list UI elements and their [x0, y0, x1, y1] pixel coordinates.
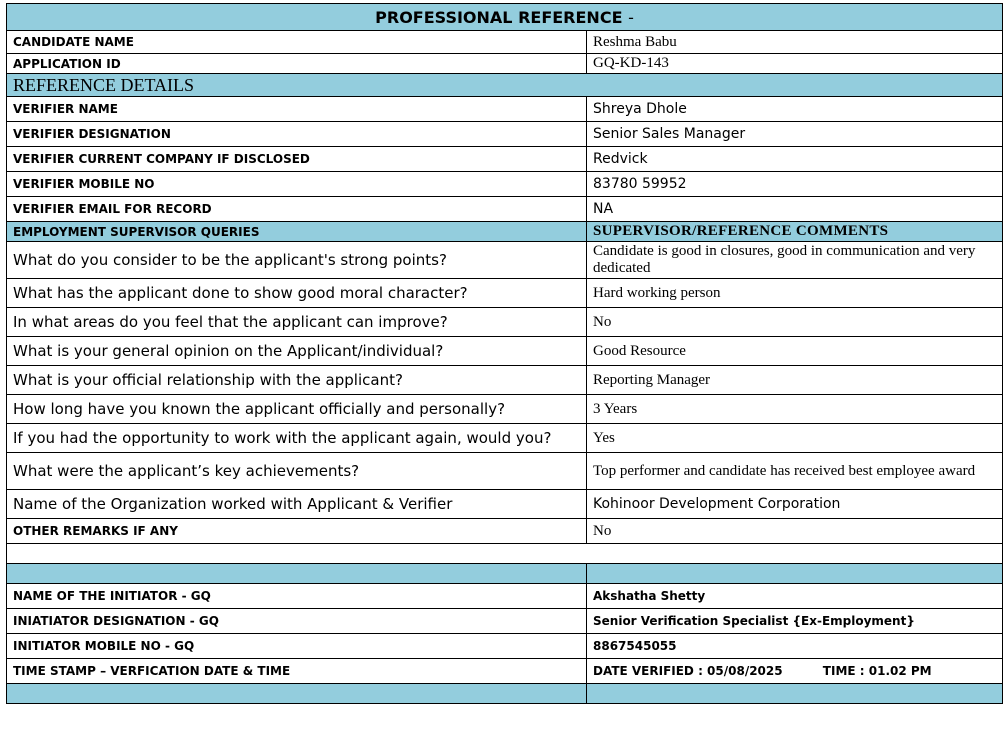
query-question: What were the applicant’s key achievements?: [7, 453, 587, 490]
initiator-row: [7, 584, 1003, 609]
initiator-designation-value: Senior Verification Specialist {Ex-Employment}: [587, 609, 1003, 634]
title-text: PROFESSIONAL REFERENCE: [375, 7, 623, 27]
initiator-designation-label: INIATIATOR DESIGNATION - GQ: [7, 609, 587, 634]
query-row: [7, 395, 1003, 424]
candidate-name-label: CANDIDATE NAME: [7, 31, 587, 54]
query-question: Name of the Organization worked with Applicant & Verifier: [7, 490, 587, 519]
query-question: In what areas do you feel that the applicant can improve?: [7, 308, 587, 337]
query-answer: Candidate is good in closures, good in communication and very dedicated: [587, 242, 1003, 279]
query-answer: Yes: [587, 424, 1003, 453]
query-row: [7, 242, 1003, 279]
candidate-name-row: [7, 31, 1003, 54]
verifier-value: NA: [587, 197, 1003, 222]
initiator-name-label: NAME OF THE INITIATOR - GQ: [7, 584, 587, 609]
verifier-value: Redvick: [587, 147, 1003, 172]
queries-header-row: [7, 222, 1003, 242]
band-row: [7, 684, 1003, 704]
query-question: What has the applicant done to show good moral character?: [7, 279, 587, 308]
page-title: [7, 4, 1003, 31]
query-answer: Good Resource: [587, 337, 1003, 366]
verifier-label: VERIFIER EMAIL FOR RECORD: [7, 197, 587, 222]
query-row: [7, 490, 1003, 519]
query-row: [7, 308, 1003, 337]
verifier-row: [7, 197, 1003, 222]
initiator-row: [7, 609, 1003, 634]
query-row: [7, 453, 1003, 490]
verifier-value: Senior Sales Manager: [587, 122, 1003, 147]
date-verified: DATE VERIFIED : 05/08/2025: [593, 664, 783, 678]
band-cell-right: [587, 684, 1003, 704]
candidate-name-value: Reshma Babu: [587, 31, 1003, 54]
verifier-row: [7, 172, 1003, 197]
verifier-label: VERIFIER NAME: [7, 97, 587, 122]
reference-table: [6, 3, 1003, 704]
query-row: [7, 279, 1003, 308]
query-row: [7, 337, 1003, 366]
timestamp-value: [587, 659, 1003, 684]
verifier-row: [7, 147, 1003, 172]
application-id-label: APPLICATION ID: [7, 54, 587, 74]
queries-header-right: SUPERVISOR/REFERENCE COMMENTS: [587, 222, 1003, 242]
query-question: What do you consider to be the applicant's strong points?: [7, 242, 587, 279]
initiator-mobile-value: 8867545055: [587, 634, 1003, 659]
initiator-mobile-label: INITIATOR MOBILE NO - GQ: [7, 634, 587, 659]
other-remarks-label: OTHER REMARKS IF ANY: [7, 519, 587, 544]
verifier-label: VERIFIER CURRENT COMPANY IF DISCLOSED: [7, 147, 587, 172]
query-answer: Kohinoor Development Corporation: [587, 490, 1003, 519]
query-row: [7, 424, 1003, 453]
verifier-value: Shreya Dhole: [587, 97, 1003, 122]
initiator-name-value: Akshatha Shetty: [587, 584, 1003, 609]
reference-sheet: [6, 3, 1002, 704]
verifier-value: 83780 59952: [587, 172, 1003, 197]
application-id-value: GQ-KD-143: [587, 54, 1003, 74]
section-row: [7, 74, 1003, 97]
title-row: [7, 4, 1003, 31]
query-answer: Top performer and candidate has received best employee award: [587, 453, 1003, 490]
queries-header-left: EMPLOYMENT SUPERVISOR QUERIES: [7, 222, 587, 242]
band-row: [7, 564, 1003, 584]
query-answer: Reporting Manager: [587, 366, 1003, 395]
verifier-row: [7, 122, 1003, 147]
query-answer: No: [587, 308, 1003, 337]
query-question: What is your official relationship with the applicant?: [7, 366, 587, 395]
query-question: How long have you known the applicant officially and personally?: [7, 395, 587, 424]
initiator-row: [7, 634, 1003, 659]
blank-row: [7, 544, 1003, 564]
band-cell-left: [7, 564, 587, 584]
query-row: [7, 366, 1003, 395]
title-suffix: -: [628, 7, 634, 27]
timestamp-label: TIME STAMP – VERFICATION DATE & TIME: [7, 659, 587, 684]
verifier-label: VERIFIER MOBILE NO: [7, 172, 587, 197]
query-question: What is your general opinion on the Applicant/individual?: [7, 337, 587, 366]
query-answer: Hard working person: [587, 279, 1003, 308]
application-id-row: [7, 54, 1003, 74]
blank-cell: [7, 544, 1003, 564]
section-title: REFERENCE DETAILS: [7, 74, 1003, 97]
timestamp-row: [7, 659, 1003, 684]
verifier-label: VERIFIER DESIGNATION: [7, 122, 587, 147]
band-cell-left: [7, 684, 587, 704]
query-question: If you had the opportunity to work with the applicant again, would you?: [7, 424, 587, 453]
verifier-row: [7, 97, 1003, 122]
query-answer: 3 Years: [587, 395, 1003, 424]
band-cell-right: [587, 564, 1003, 584]
other-remarks-row: [7, 519, 1003, 544]
other-remarks-value: No: [587, 519, 1003, 544]
time-verified: TIME : 01.02 PM: [822, 664, 932, 678]
